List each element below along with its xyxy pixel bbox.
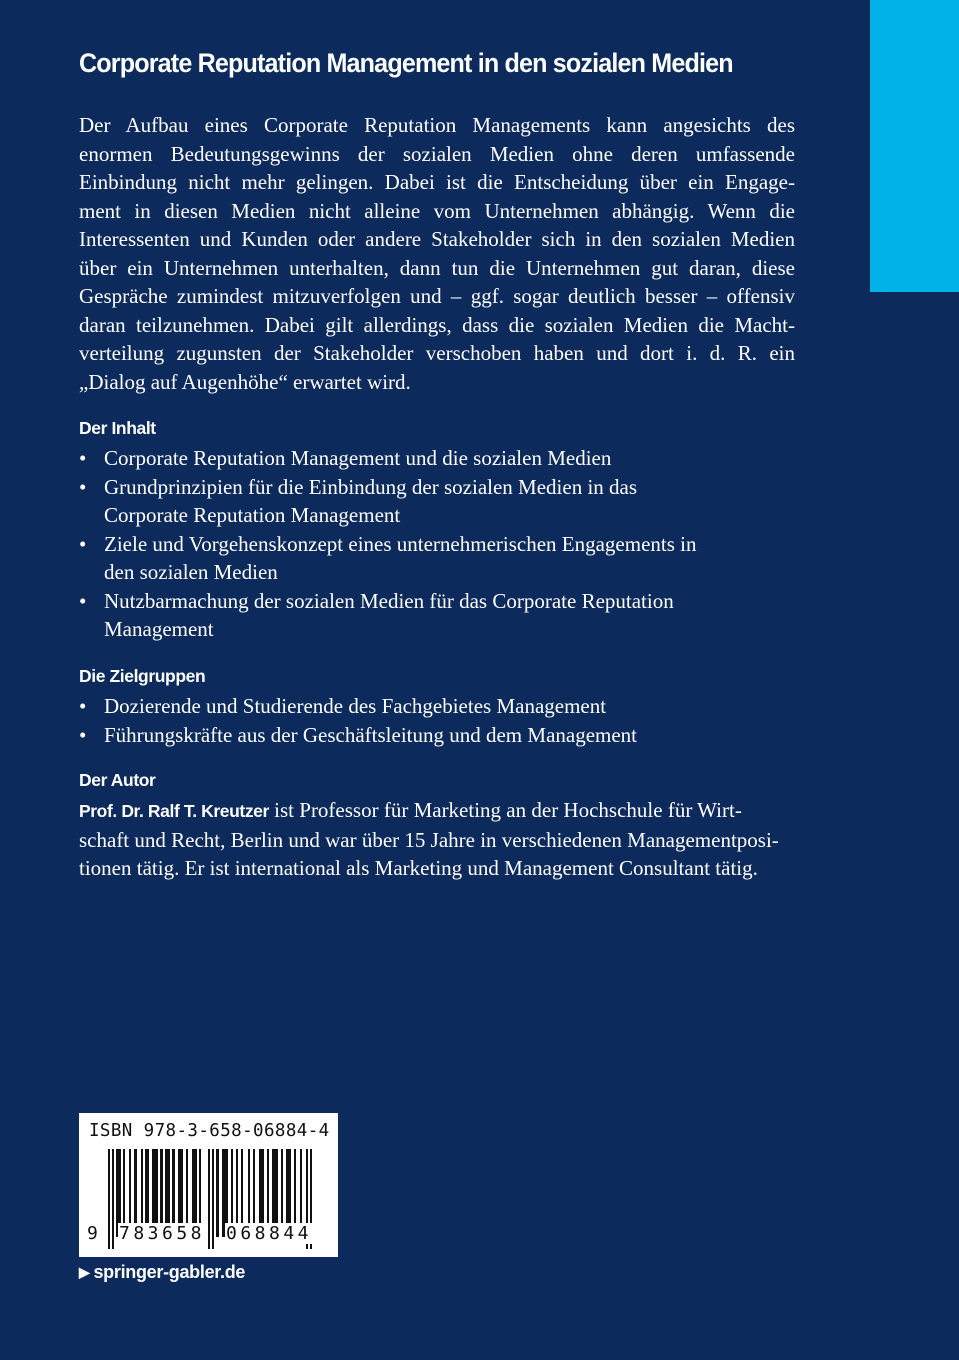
bullet-icon: • bbox=[79, 531, 87, 556]
list-item-text: Grundprinzipien für die Einbindung der sozialen Medien in das bbox=[104, 474, 638, 499]
description-line: über ein Unternehmen unterhalten, dann tun die Unternehmen gut daran, diese bbox=[79, 255, 795, 280]
barcode-digits-right: 068844 bbox=[226, 1223, 313, 1244]
list-item bbox=[79, 530, 799, 587]
list-item bbox=[79, 692, 799, 721]
audience-heading: Die Zielgruppen bbox=[79, 666, 206, 686]
bullet-icon: • bbox=[79, 722, 87, 747]
description-line: Gespräche zumindest mitzuverfolgen und – ggf. sogar deutlich besser – offensiv bbox=[79, 284, 795, 308]
list-item-text: Nutzbarmachung der sozialen Medien für das Corporate Reputation bbox=[104, 588, 674, 613]
author-heading: Der Autor bbox=[79, 770, 156, 790]
barcode-digits-left: 783658 bbox=[119, 1223, 206, 1244]
description-line: verteilung zugunsten der Stakeholder verschoben haben und dort i. d. R. ein bbox=[79, 341, 795, 365]
author-bio-line: tionen tätig. Er ist international als Marketing und Management Consultant tätig. bbox=[79, 856, 758, 880]
audience-list bbox=[79, 692, 799, 749]
bullet-icon: • bbox=[79, 474, 87, 499]
author-bio-line bbox=[79, 796, 795, 826]
list-item-text: Management bbox=[104, 617, 214, 641]
play-arrow-icon: ▶ bbox=[79, 1264, 90, 1280]
author-name: Prof. Dr. Ralf T. Kreutzer bbox=[79, 801, 269, 821]
list-item bbox=[79, 473, 799, 530]
list-item bbox=[79, 721, 799, 750]
description-line: daran teilzunehmen. Dabei gilt allerdings, dass die sozialen Medien die Macht- bbox=[79, 312, 795, 337]
description-paragraph bbox=[79, 111, 795, 396]
list-item bbox=[79, 587, 799, 644]
list-item-text: Corporate Reputation Management und die sozialen Medien bbox=[104, 446, 612, 470]
description-line: Einbindung nicht mehr gelingen. Dabei ist die Entscheidung über ein Engage- bbox=[79, 170, 795, 194]
list-item-text: Ziele und Vorgehenskonzept eines unternehmerischen Engagements in bbox=[104, 531, 697, 556]
description-line: Interessenten und Kunden oder andere Stakeholder sich in den sozialen Medien bbox=[79, 227, 795, 251]
bullet-icon: • bbox=[79, 446, 87, 470]
contents-list bbox=[79, 444, 799, 644]
author-bio-line: schaft und Recht, Berlin und war über 15 Jahre in verschiedenen Managementposi- bbox=[79, 827, 779, 852]
publisher-url: springer-gabler.de bbox=[93, 1262, 246, 1282]
list-item bbox=[79, 444, 799, 473]
description-line: ment in diesen Medien nicht alleine vom Unternehmen abhängig. Wenn die bbox=[79, 198, 795, 223]
description-line: „Dialog auf Augenhöhe“ erwartet wird. bbox=[79, 369, 411, 394]
barcode-digit-first: 9 bbox=[87, 1223, 98, 1244]
description-line: enormen Bedeutungsgewinns der sozialen Medien ohne deren umfassende bbox=[79, 141, 795, 166]
contents-heading: Der Inhalt bbox=[79, 418, 156, 438]
list-item-text: Führungskräfte aus der Geschäftsleitung und dem Management bbox=[104, 722, 638, 747]
book-title: Corporate Reputation Management in den sozialen Medien bbox=[79, 48, 733, 78]
list-item-text: Dozierende und Studierende des Fachgebietes Management bbox=[104, 694, 607, 718]
author-bio bbox=[79, 796, 795, 883]
isbn-barcode-box bbox=[79, 1113, 338, 1257]
list-item-text: Corporate Reputation Management bbox=[104, 503, 401, 527]
bullet-icon: • bbox=[79, 588, 87, 613]
isbn-label: ISBN 978-3-658-06884-4 bbox=[89, 1121, 330, 1141]
list-item-text: den sozialen Medien bbox=[104, 560, 278, 584]
publisher-website-link[interactable] bbox=[79, 1262, 245, 1283]
description-line: Der Aufbau eines Corporate Reputation Managements kann angesichts des bbox=[79, 113, 795, 137]
bullet-icon: • bbox=[79, 694, 87, 718]
author-bio-text: ist Professor für Marketing an der Hochschule für Wirt- bbox=[268, 798, 742, 822]
accent-color-block bbox=[870, 0, 959, 292]
